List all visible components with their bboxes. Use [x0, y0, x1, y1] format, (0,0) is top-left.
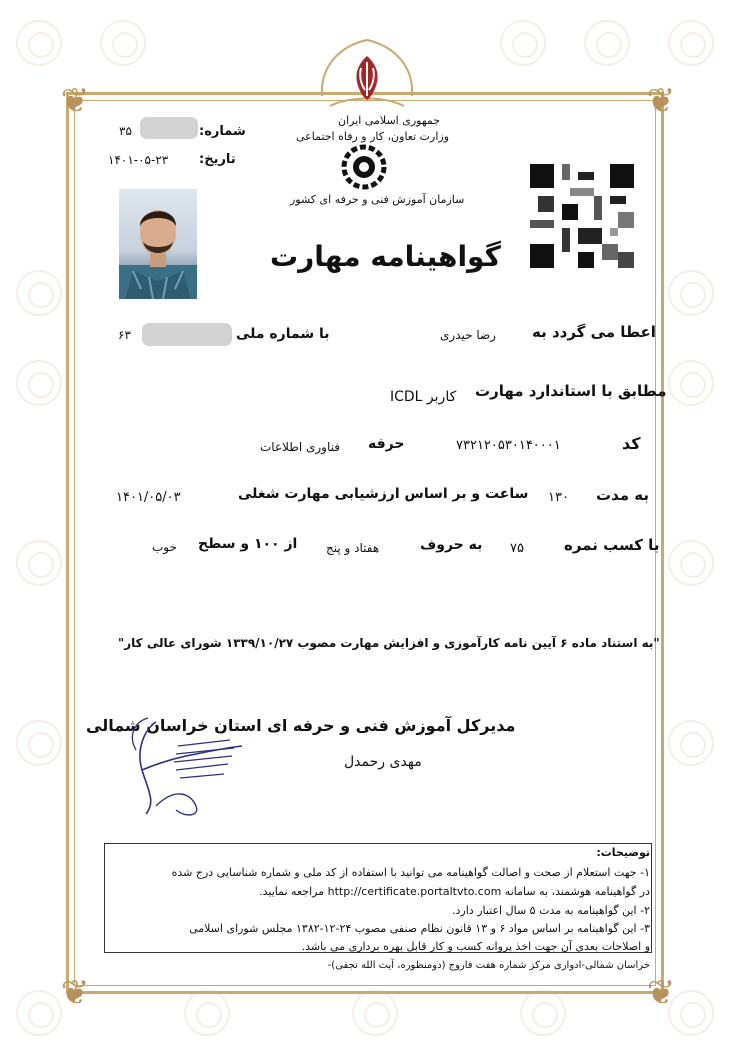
note-line-1: ۱- جهت استعلام از صحت و اصالت گواهینامه می توانید با استفاده از کد ملی و شماره شناسایی درج شده: [171, 866, 650, 879]
level-value: خوب: [152, 540, 177, 554]
profile-photo: [119, 189, 197, 299]
score-value: ۷۵: [510, 541, 524, 556]
duration-value: ۱۳۰: [548, 490, 569, 505]
signature-icon: [116, 706, 266, 826]
note-line-2: در گواهینامه هوشمند، به سامانه http://certificate.portaltvto.com مراجعه نمایید.: [259, 885, 650, 898]
trade-value: فناوری اطلاعات: [260, 440, 340, 454]
notes-box: [104, 843, 652, 953]
granted-to-label: اعطا می گردد به: [532, 323, 656, 341]
trade-label: حرفه: [368, 436, 405, 452]
ministry-title: وزارت تعاون، کار و رفاه اجتماعی: [296, 130, 450, 143]
footer-location: خراسان شمالی-ادواری مرکز شماره هفت فاروج (دومنظوره، آیت الله نجفی)-: [327, 960, 650, 971]
redacted-national-id: [142, 323, 232, 346]
country-title: جمهوری اسلامی ایران: [338, 114, 441, 127]
in-words-label: به حروف: [420, 537, 483, 553]
tvto-logo-icon: [338, 144, 390, 190]
evaluation-date: ۱۴۰۱/۰۵/۰۳: [116, 490, 181, 505]
signatory-position: مدیرکل آموزش فنی و حرفه ای استان خراسان شمالی: [86, 716, 516, 735]
legal-basis: "به استناد ماده ۶ آیین نامه کارآموزی و افزایش مهارت مصوب ۱۳۳۹/۱۰/۲۷ شورای عالی کار": [118, 636, 660, 650]
notes-heading: توضیحات:: [596, 846, 650, 859]
standard-label: مطابق با استاندارد مهارت: [475, 382, 667, 400]
number-label: شماره:: [199, 124, 246, 139]
redacted-number: [140, 117, 198, 139]
iran-emblem-icon: [344, 52, 390, 104]
organization-title: سازمان آموزش فنی و حرفه ای کشور: [290, 193, 465, 206]
note-line-4: ۳- این گواهینامه بر اساس مواد ۶ و ۱۳ قانون نظام صنفی مصوب ۲۴-۱۲-۱۳۸۲ مجلس شورای اسلامی: [189, 922, 650, 935]
hours-label: ساعت و بر اساس ارزشیابی مهارت شغلی: [238, 486, 529, 502]
national-id-label: با شماره ملی: [236, 326, 330, 342]
corner-ornament-icon: ❦: [646, 81, 676, 121]
national-id-value: ۶۳: [118, 328, 131, 342]
granted-to-value: رضا حیدری: [440, 328, 496, 342]
signatory-name: مهدی رحمدل: [344, 754, 422, 770]
note-line-3: ۲- این گواهینامه به مدت ۵ سال اعتبار دارد.: [452, 904, 650, 917]
in-words-value: هفتاد و پنج: [326, 541, 380, 555]
code-label: کد: [622, 434, 641, 453]
corner-ornament-icon: ❦: [646, 973, 676, 1013]
note-line-5: و اصلاحات بعدی آن جهت اخذ پروانه کسب و کار قابل بهره برداری می باشد.: [301, 940, 650, 953]
number-value: ۳۵: [119, 124, 132, 138]
code-value: ۷۳۲۱۲۰۵۳۰۱۴۰۰۰۱: [456, 438, 561, 453]
date-label: تاریخ:: [199, 152, 236, 167]
score-label: با کسب نمره: [564, 536, 660, 554]
corner-ornament-icon: ❦: [60, 973, 90, 1013]
standard-value: کاربر ICDL: [390, 389, 457, 405]
corner-ornament-icon: ❦: [60, 81, 90, 121]
qr-code-icon: [530, 164, 634, 268]
date-value: ۱۴۰۱-۰۵-۲۳: [108, 153, 169, 167]
certificate-title: گواهینامه مهارت: [270, 240, 501, 273]
of-label: از ۱۰۰ و سطح: [198, 536, 298, 552]
duration-label: به مدت: [596, 486, 649, 504]
